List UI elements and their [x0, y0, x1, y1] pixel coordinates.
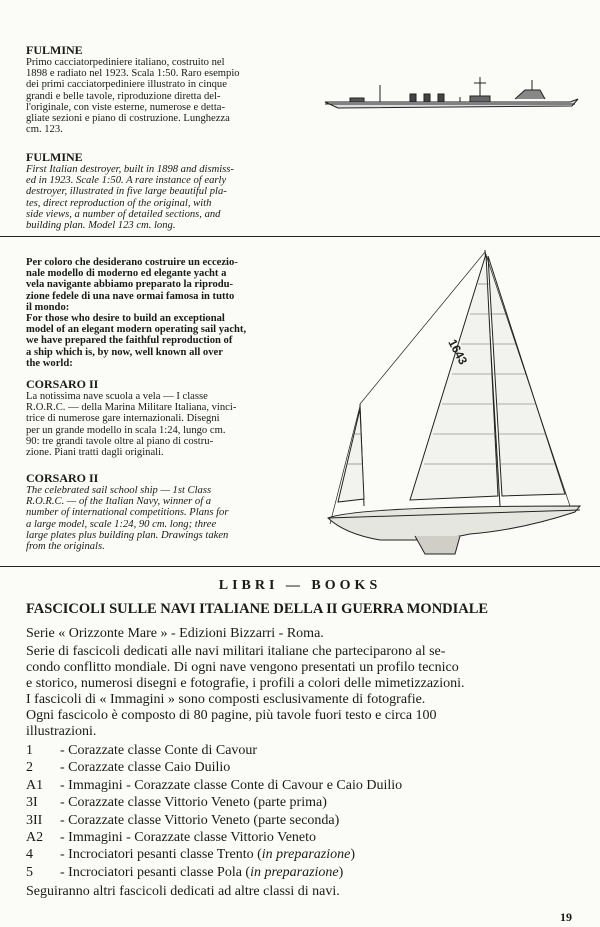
books-header: LIBRI — BOOKS [218, 578, 382, 593]
divider-bottom [0, 566, 600, 567]
books-list [26, 742, 591, 881]
yacht-drawing [320, 244, 590, 556]
fulmine-en-text: First Italian destroyer, built in 1898 and dismiss- ed in 1923. Scale 1:50. A rare instance of early destroyer, illustrated in five large beautiful pla- tes, direct reproduction of the original, with side views, a number of detailed sections, and building plan. Model 123 cm. long. [26, 164, 234, 232]
destroyer-drawing [320, 75, 585, 120]
yacht-intro: Per coloro che desiderano costruire un ecceziо- nale modello di moderno ed elegante yacht a vela navigante abbiamo preparato la riprodu- zione fedele di una nave ormai famosa in tutto il mondo: For those who desire to build an exceptional model of an elegant modern operating sail yacht, we have prepared the faithful reproduction of a ship which is, by now, well known all over the world: [26, 257, 247, 369]
fulmine-it-title: FULMINE [26, 43, 83, 57]
corsaro-en-block [26, 472, 311, 552]
corsaro-it-block [26, 378, 311, 458]
page-number: 19 [560, 910, 572, 924]
divider-top [0, 236, 600, 237]
books-series: Serie « Orizzonte Mare » - Edizioni Bizzarri - Roma. [26, 626, 324, 641]
books-title: FASCICOLI SULLE NAVI ITALIANE DELLA II GUERRA MONDIALE [26, 601, 489, 617]
list-item: 4 - Incrociatori pesanti classe Trento ( in preparazione ) [26, 847, 355, 863]
list-item: 5 - Incrociatori pesanti classe Pola ( in preparazione ) [26, 864, 344, 880]
sail-number: 1643 [445, 336, 471, 367]
fulmine-it-text: Primo cacciatorpediniere italiano, costruito nel 1898 e radiato nel 1923. Scala 1:50. Raro esempio dei primi cacciatorpediniere illustrato in cinque grandi e belle tavole, riproduzione diretta del- l'originale, con viste esterne, numerose e detta- gliate sezioni e piano di costruzione. Lunghezza cm. 123. [26, 57, 240, 136]
corsaro-en-text: The celebrated sail school ship — 1st Class R.O.R.C. — of the Italian Navy, winner of a number of international competitions. Plans for a large model, scale 1:24, 90 cm. long; three large plates plus building plan. Drawings taken from the originals. [26, 485, 229, 553]
list-item: 3II - Corazzate classe Vittorio Veneto (parte seconda) [26, 812, 340, 828]
corsaro-en-title: CORSARO II [26, 471, 99, 485]
books-closing: Seguiranno altri fascicoli dedicati ad altre classi di navi. [26, 884, 340, 899]
fulmine-it-block [26, 44, 306, 135]
corsaro-it-text: La notissima nave scuola a vela — I classe R.O.R.C. — della Marina Militare Italiana, vinci- trice di numerose gare internazionali. Disegni per un grande modello in scala 1:24, lungo cm. 90: tre grandi tavole oltre al piano di costru- zione. Piani tratti dagli originali. [26, 391, 237, 459]
list-item: A2 - Immagini - Corazzate classe Vittorio Veneto [26, 830, 317, 846]
fulmine-en-block [26, 151, 306, 231]
books-description: Serie di fascicoli dedicati alle navi militari italiane che parteciparono al se- condo conflitto mondiale. Di ogni nave vengono presentati un profilo tecnico e storico, numerosi disegni e fotografie, i profili a colori delle mimetizzazioni. I fascicoli di « Immagini » sono composti esclusivamente di fotografie. Ogni fascicolo è composto di 80 pagine, più tavole fuori testo e circa 100 illustrazioni. [26, 644, 465, 739]
fulmine-en-title: FULMINE [26, 150, 83, 164]
list-item: A1 - Immagini - Corazzate classe Conte di Cavour e Caio Duilio [26, 777, 403, 793]
list-item: 2 - Corazzate classe Caio Duilio [26, 760, 231, 776]
list-item: 1 - Corazzate classe Conte di Cavour [26, 743, 258, 758]
corsaro-it-title: CORSARO II [26, 377, 99, 391]
list-item: 3I - Corazzate classe Vittorio Veneto (parte prima) [26, 795, 327, 811]
